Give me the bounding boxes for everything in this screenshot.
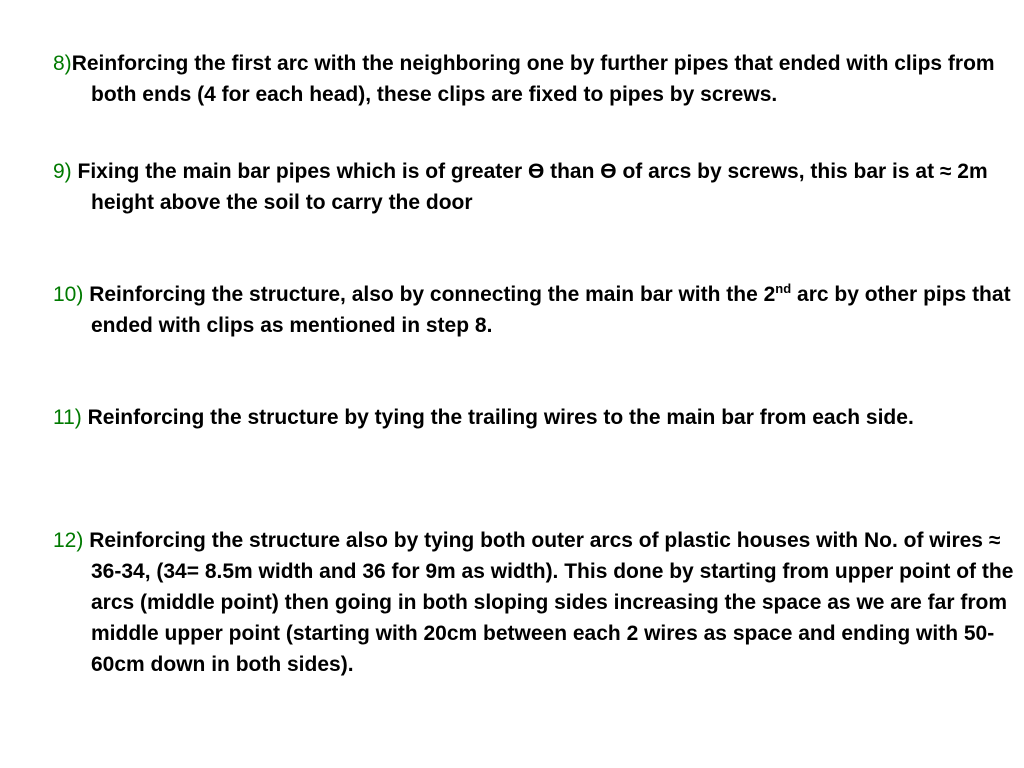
step-11-number: 11): [53, 406, 82, 429]
step-10-number: 10): [53, 283, 84, 306]
step-12-text: Reinforcing the structure also by tying both outer arcs of plastic houses with No. of wires ≈ 36-34, (34= 8.5m width and 36 for 9m as width). This done by starting from upper point of the arcs (middle point) then going in both sloping sides increasing the space as we are far from middle upper point (starting with 20cm between each 2 wires as space and ending with 50-60cm down in both sides).: [83, 529, 1014, 676]
step-12-paragraph: [53, 525, 1024, 680]
step-12-number: 12): [53, 529, 84, 552]
step-10-text-part-1: Reinforcing the structure, also by connecting the main bar with the 2: [83, 283, 776, 306]
step-10-text-part-2: arc by other pips that ended with clips as mentioned in step 8.: [91, 283, 1011, 337]
step-9-number: 9): [53, 160, 72, 183]
step-8-text: Reinforcing the first arc with the neighboring one by further pipes that ended with clips from both ends (4 for each head), these clips are fixed to pipes by screws.: [71, 52, 995, 106]
step-10-ordinal-suffix: nd: [775, 281, 792, 296]
step-9-paragraph: [53, 156, 1024, 218]
step-9-text: Fixing the main bar pipes which is of greater Ɵ than Ɵ of arcs by screws, this bar is at ≈ 2m height above the soil to carry the door: [71, 160, 988, 214]
step-11-paragraph: [53, 402, 1024, 433]
step-10-paragraph: [53, 279, 1024, 341]
step-8-paragraph: [53, 48, 1024, 110]
step-11-text: Reinforcing the structure by tying the trailing wires to the main bar from each side.: [81, 406, 914, 429]
step-8-number: 8): [53, 52, 72, 75]
